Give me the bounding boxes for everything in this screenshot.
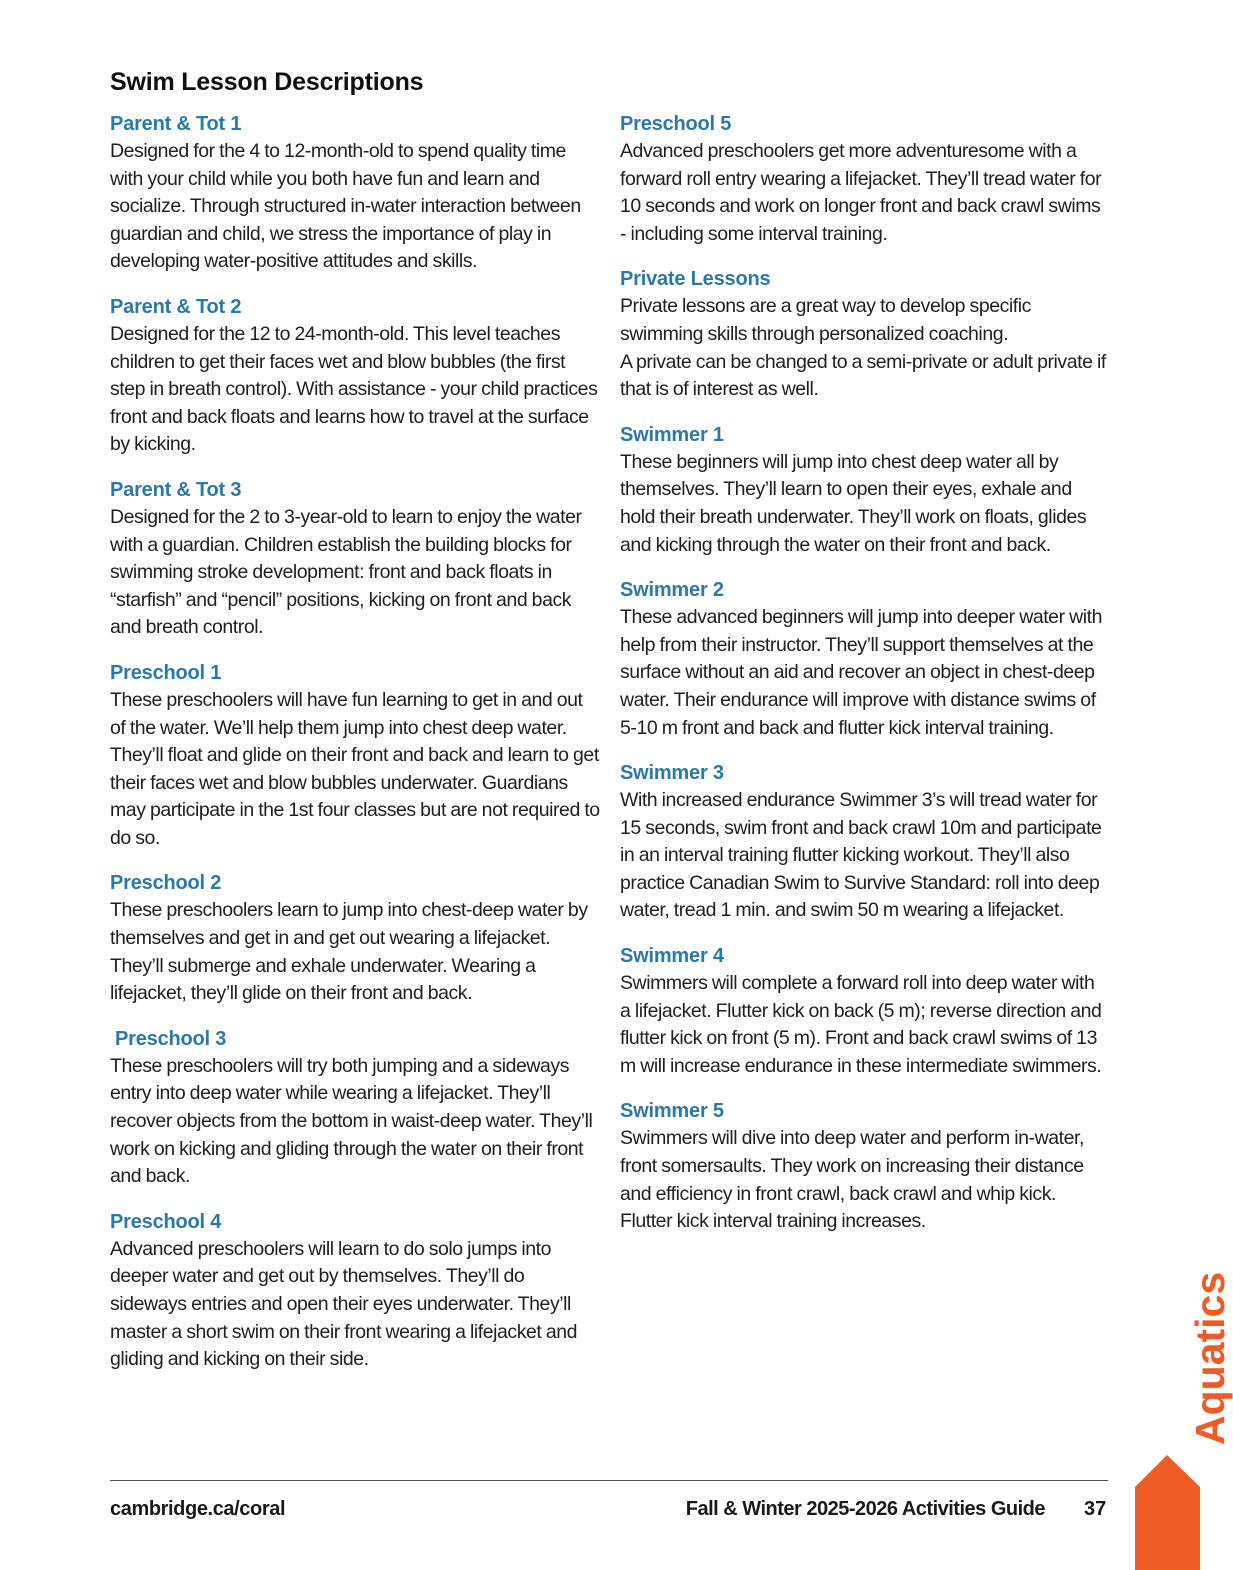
lesson-description: These preschoolers will try both jumping and a sideways entry into deep water while wearing a lifejacket. They’ll recover objects from the bottom in waist-deep water. They’ll work on kicking and gliding through the water on their front and back. xyxy=(110,1054,593,1188)
lesson-preschool-4 xyxy=(110,1209,602,1374)
lesson-parent-tot-1 xyxy=(110,111,602,276)
lesson-heading: Parent & Tot 2 xyxy=(110,295,242,318)
lesson-description: Designed for the 12 to 24-month-old. This level teaches children to get their faces wet and blow bubbles (the first step in breath control). With assistance - your child practices front and back floats and learns how to travel at the surface by kicking. xyxy=(110,322,598,456)
lesson-parent-tot-3 xyxy=(110,477,602,642)
lesson-heading: Swimmer 2 xyxy=(620,579,724,602)
footer-website: cambridge.ca/coral xyxy=(110,1498,286,1520)
lesson-description: Private lessons are a great way to develop specific swimming skills through personalized coaching. xyxy=(620,295,1031,345)
lesson-heading: Parent & Tot 1 xyxy=(110,113,242,135)
lesson-preschool-2 xyxy=(110,870,602,1007)
footer-guide-title: Fall & Winter 2025-2026 Activities Guide xyxy=(685,1498,1045,1520)
section-tab-arrow xyxy=(1135,1455,1200,1487)
lesson-heading: Swimmer 5 xyxy=(620,1100,724,1123)
lesson-description: These preschoolers will have fun learning to get in and out of the water. We’ll help them jump into chest deep water. They’ll float and glide on their front and back and learn to get their faces wet and blow bubbles underwater. Guardians may participate in the 1st four classes but are not required to do so. xyxy=(110,688,600,849)
lesson-heading: Preschool 3 xyxy=(115,1027,227,1050)
lesson-swimmer-2 xyxy=(620,577,1108,742)
lesson-heading: Private Lessons xyxy=(620,268,771,291)
lesson-swimmer-5 xyxy=(620,1098,1108,1235)
lesson-description: These preschoolers learn to jump into chest-deep water by themselves and get in and get out wearing a lifejacket. They’ll submerge and exhale underwater. Wearing a lifejacket, they’ll glide on their front and back. xyxy=(110,899,588,1005)
lesson-description-extra: A private can be changed to a semi-private or adult private if that is of interest as well. xyxy=(620,350,1106,401)
page-title: Swim Lesson Descriptions xyxy=(110,68,424,96)
lesson-heading: Preschool 5 xyxy=(620,113,732,135)
lesson-description: Designed for the 2 to 3-year-old to learn to enjoy the water with a guardian. Children establish the building blocks for swimming stroke development: front and back floats in “starfish” and “pencil” positions, kicking on front and back and breath control. xyxy=(110,505,582,639)
lesson-description: Advanced preschoolers get more adventuresome with a forward roll entry wearing a lifejacket. They’ll tread water for 10 seconds and work on longer front and back crawl swims - including some interval training. xyxy=(620,140,1102,245)
lesson-description: Advanced preschoolers will learn to do solo jumps into deeper water and get out by themselves. They’ll do sideways entries and open their eyes underwater. They’ll master a short swim on their front wearing a lifejacket and gliding and kicking on their side. xyxy=(110,1237,578,1371)
lesson-heading: Preschool 2 xyxy=(110,872,222,895)
lesson-description: With increased endurance Swimmer 3’s will tread water for 15 seconds, swim front and back crawl 10m and participate in an interval training flutter kicking workout. They’ll also practice Canadian Swim to Survive Standard: roll into deep water, tread 1 min. and swim 50 m wearing a lifejacket. xyxy=(620,789,1102,922)
lesson-preschool-1 xyxy=(110,660,602,853)
lesson-private-lessons xyxy=(620,266,1108,403)
lesson-parent-tot-2 xyxy=(110,294,602,459)
lesson-swimmer-1 xyxy=(620,422,1108,559)
lesson-description: These beginners will jump into chest deep water all by themselves. They’ll learn to open their eyes, exhale and hold their breath underwater. They’ll work on floats, glides and kicking through the water on their front and back. xyxy=(620,450,1087,556)
lesson-heading: Swimmer 4 xyxy=(620,945,724,968)
lesson-description: Designed for the 4 to 12-month-old to spend quality time with your child while you both have fun and learn and socialize. Through structured in-water interaction between guardian and child, we stress the importance of play in developing water-positive attitudes and skills. xyxy=(110,140,581,273)
lesson-heading: Swimmer 1 xyxy=(620,423,724,446)
section-label: Aquatics xyxy=(1187,1271,1233,1445)
lesson-swimmer-3 xyxy=(620,760,1108,925)
lesson-description: Swimmers will complete a forward roll into deep water with a lifejacket. Flutter kick on back (5 m); reverse direction and flutter kick on front (5 m). Front and back crawl swims of 13 m will increase endurance in these intermediate swimmers. xyxy=(620,972,1102,1077)
lesson-description: Swimmers will dive into deep water and perform in-water, front somersaults. They work on increasing their distance and efficiency in front crawl, back crawl and whip kick. Flutter kick interval training increases. xyxy=(620,1127,1084,1233)
lesson-heading: Swimmer 3 xyxy=(620,762,724,785)
lesson-swimmer-4 xyxy=(620,943,1108,1080)
lesson-description: These advanced beginners will jump into deeper water with help from their instructor. They’ll support themselves at the surface without an aid and recover an object in chest-deep water. Their endurance will improve with distance swims of 5-10 m front and back and flutter kick interval training. xyxy=(620,606,1102,739)
lesson-preschool-3 xyxy=(110,1026,602,1191)
page-number: 37 xyxy=(1084,1498,1107,1520)
lesson-heading: Preschool 4 xyxy=(110,1210,222,1233)
right-column xyxy=(620,111,1108,1254)
lesson-preschool-5 xyxy=(620,111,1108,248)
left-column xyxy=(110,111,602,1392)
lesson-heading: Parent & Tot 3 xyxy=(110,478,242,501)
lesson-heading: Preschool 1 xyxy=(110,661,222,684)
footer-divider xyxy=(110,1480,1108,1481)
